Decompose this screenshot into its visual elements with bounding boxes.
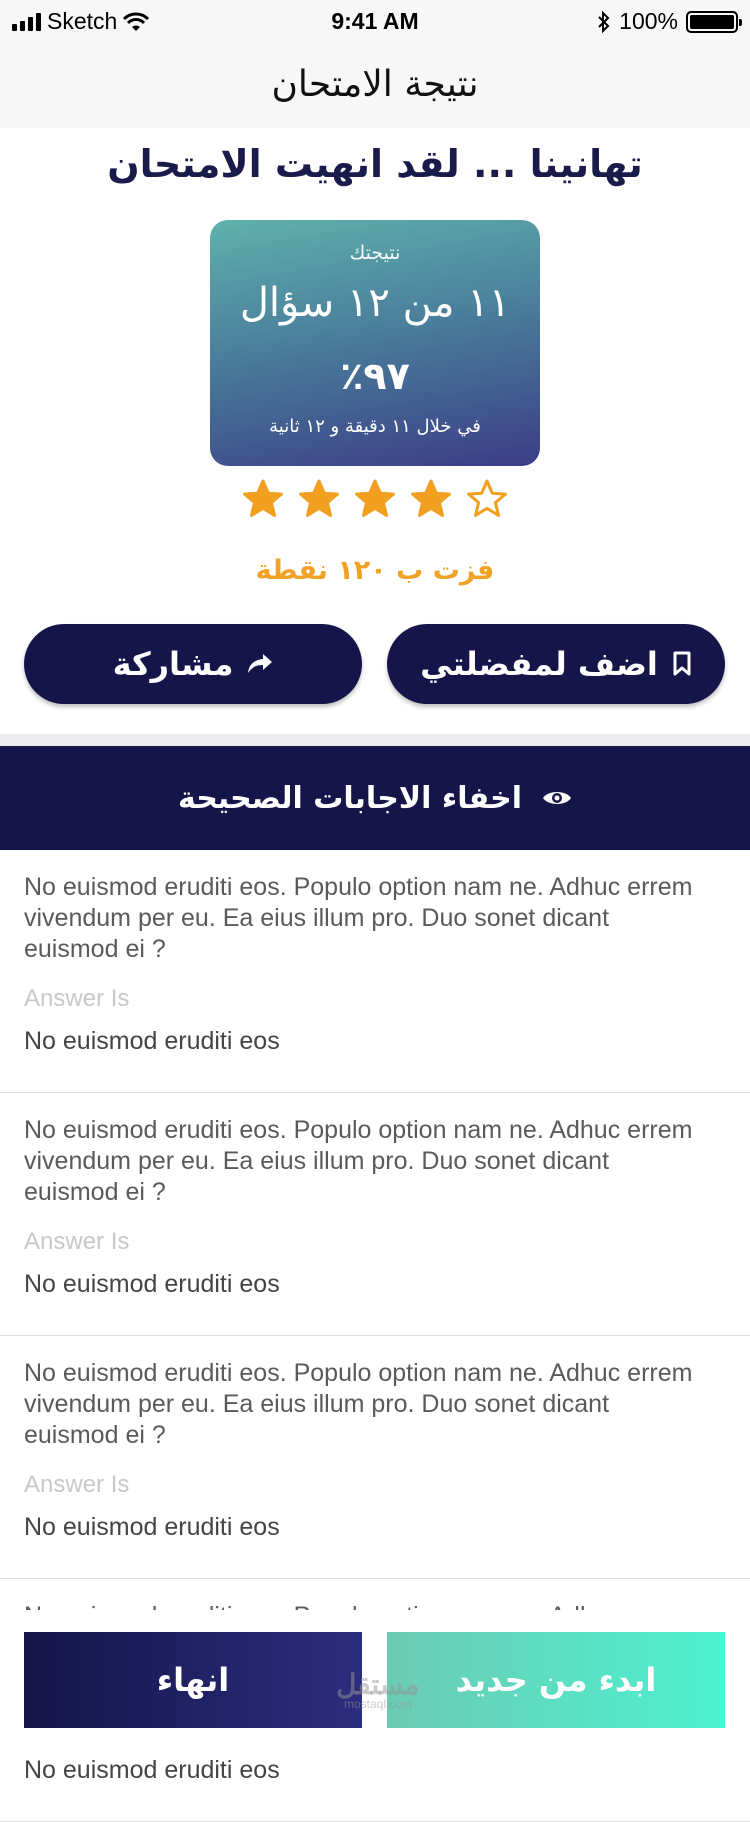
answer-text: No euismod eruditi eos xyxy=(24,1270,280,1298)
answer-text: No euismod eruditi eos xyxy=(24,1027,280,1055)
section-divider xyxy=(0,734,750,746)
result-time: في خلال ١١ دقيقة و ١٢ ثانية xyxy=(269,416,481,437)
answer-label: Answer Is xyxy=(24,1471,130,1498)
result-percent: ٩٧٪ xyxy=(340,354,410,398)
battery-fill xyxy=(690,15,734,29)
watermark-english: mostaql.com xyxy=(343,1697,413,1711)
answer-label: Answer Is xyxy=(24,985,130,1012)
hide-answers-toggle[interactable] xyxy=(0,746,750,850)
list-item xyxy=(0,1093,750,1336)
finish-label: انهاء xyxy=(156,1661,230,1699)
rating-stars xyxy=(0,478,750,520)
bluetooth-icon xyxy=(597,11,611,33)
nav-bar xyxy=(0,40,750,128)
points-text: فزت ب ١٢٠ نقطة xyxy=(255,555,495,586)
add-favorite-button[interactable] xyxy=(387,624,725,704)
star-filled-icon xyxy=(298,478,340,520)
battery-icon xyxy=(686,11,738,33)
list-item xyxy=(0,850,750,1093)
question-text: No euismod eruditi eos. Populo option nam ne. Adhuc errem vivendum per eu. Ea eius illum pro. Duo sonet dicant euismod ei ? xyxy=(24,1116,693,1206)
answer-label: Answer Is xyxy=(24,1228,130,1255)
bookmark-icon xyxy=(672,651,692,677)
restart-label: ابدء من جديد xyxy=(455,1661,657,1699)
answer-text: No euismod eruditi eos xyxy=(24,1513,280,1541)
status-right xyxy=(597,8,738,35)
star-empty-icon xyxy=(466,478,508,520)
star-filled-icon xyxy=(410,478,452,520)
question-text: No euismod eruditi eos. Populo option nam ne. Adhuc errem vivendum per eu. Ea eius illum pro. Duo sonet dicant euismod ei ? xyxy=(24,1359,693,1449)
share-arrow-icon xyxy=(247,653,273,675)
answer-text: No euismod eruditi eos xyxy=(24,1756,280,1784)
result-label: نتيجتك xyxy=(349,242,401,264)
result-count: ١١ من ١٢ سؤال xyxy=(239,280,511,326)
status-time: 9:41 AM xyxy=(331,8,419,34)
watermark-logo xyxy=(318,1668,438,1711)
star-filled-icon xyxy=(354,478,396,520)
star-filled-icon xyxy=(242,478,284,520)
carrier-label: Sketch xyxy=(47,8,118,34)
status-bar xyxy=(0,0,750,40)
page-title: نتيجة الامتحان xyxy=(271,63,479,105)
add-favorite-label: اضف لمفضلتي xyxy=(420,645,658,683)
share-button[interactable] xyxy=(24,624,362,704)
eye-icon xyxy=(542,788,572,808)
list-item xyxy=(0,1336,750,1579)
finish-button[interactable] xyxy=(24,1632,362,1728)
result-card xyxy=(210,220,540,466)
watermark-arabic: مستقل xyxy=(336,1669,420,1700)
share-label: مشاركة xyxy=(112,645,234,683)
question-text: No euismod eruditi eos. Populo option nam ne. Adhuc errem vivendum per eu. Ea eius illum pro. Duo sonet dicant euismod ei ? xyxy=(24,873,693,963)
battery-percent: 100% xyxy=(619,8,678,34)
hide-answers-label: اخفاء الاجابات الصحيحة xyxy=(178,780,522,816)
congrats-heading: تهانينا ... لقد انهيت الامتحان xyxy=(107,142,643,186)
